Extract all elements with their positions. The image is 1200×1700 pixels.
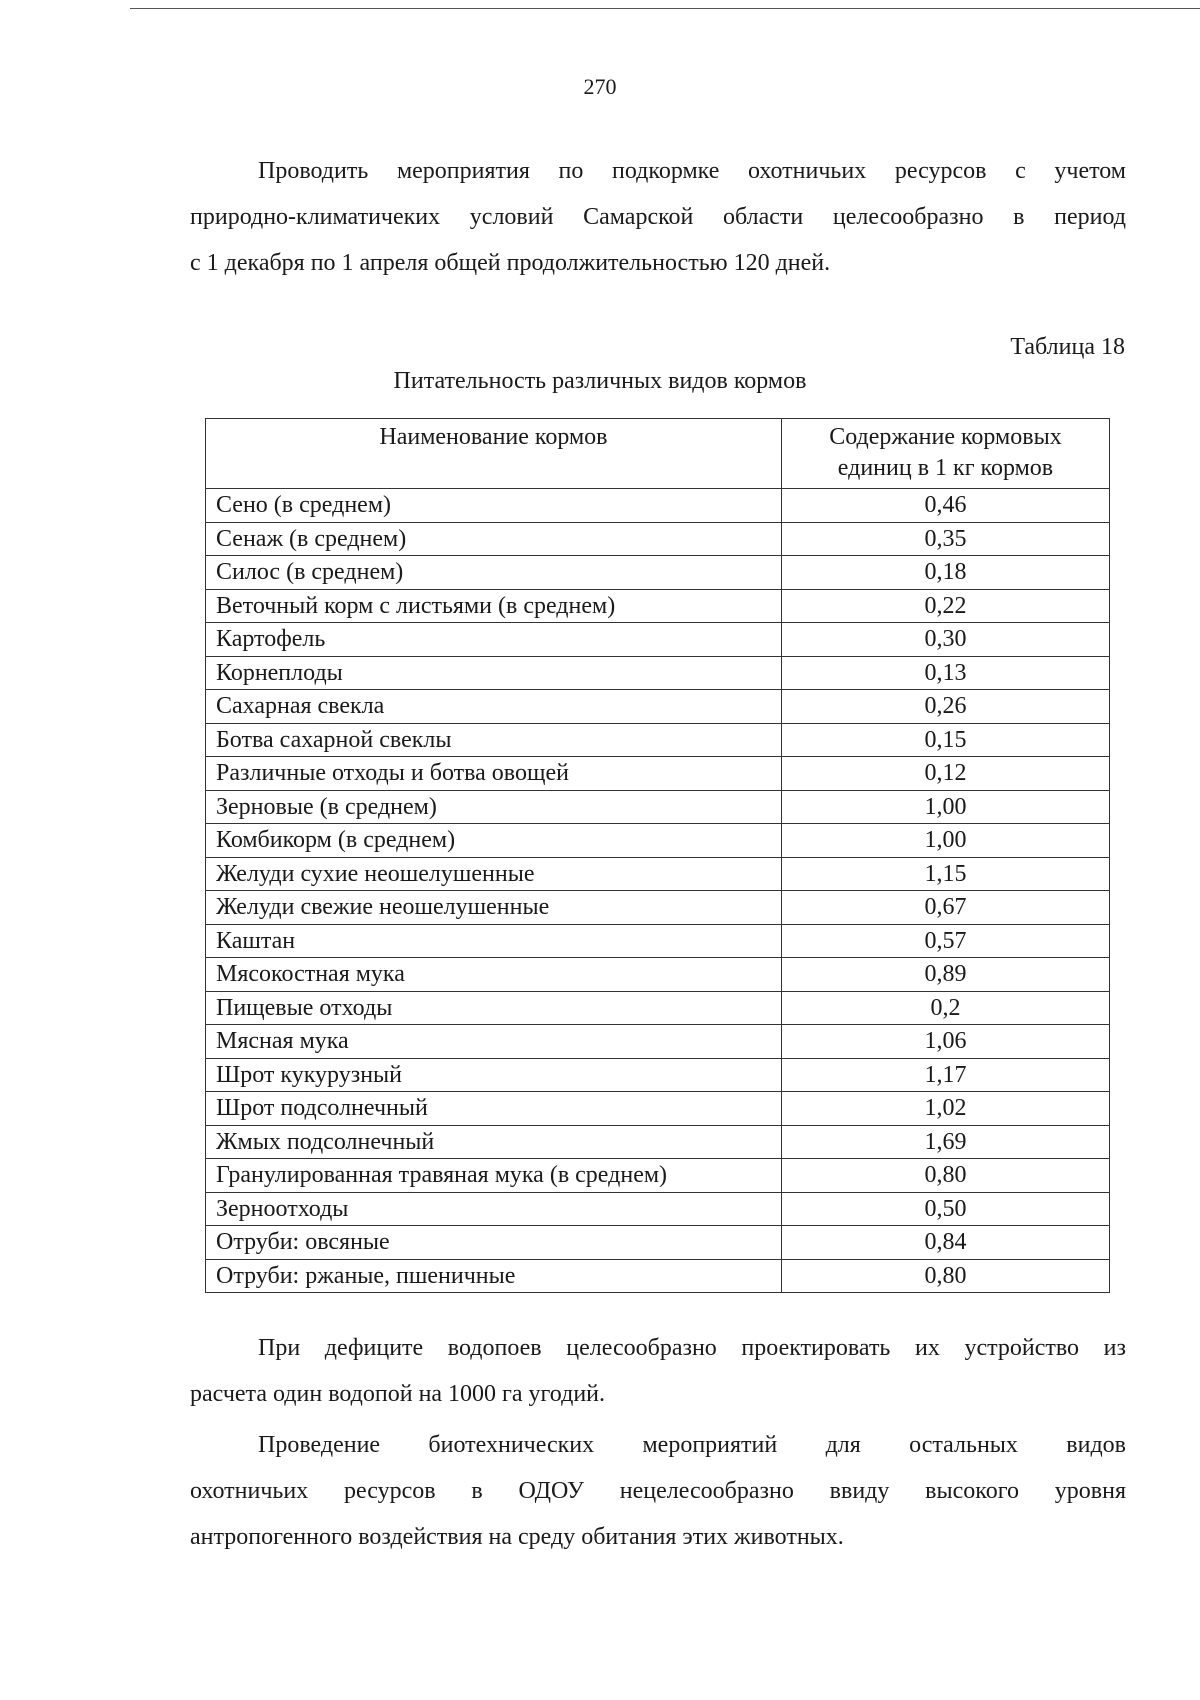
table-row [206, 522, 1110, 556]
header-feed-units: Содержание кормовых единиц в 1 кг кормов [781, 419, 1109, 489]
feed-units-cell: 0,67 [781, 891, 1109, 925]
table-row [206, 824, 1110, 858]
feed-units-cell: 1,17 [781, 1058, 1109, 1092]
table-row [206, 1092, 1110, 1126]
table-row [206, 790, 1110, 824]
table-number: Таблица 18 [1010, 334, 1125, 360]
feed-nutrition-table [205, 418, 1110, 1293]
table-row [206, 1058, 1110, 1092]
table-row [206, 1226, 1110, 1260]
feed-name-cell: Отруби: ржаные, пшеничные [206, 1259, 782, 1293]
feed-name-cell: Сено (в среднем) [206, 489, 782, 523]
feed-units-cell: 1,00 [781, 824, 1109, 858]
feed-name-cell: Силос (в среднем) [206, 556, 782, 590]
table-row [206, 589, 1110, 623]
table-row [206, 656, 1110, 690]
feed-name-cell: Зерновые (в среднем) [206, 790, 782, 824]
feed-name-cell: Желуди сухие неошелушенные [206, 857, 782, 891]
table-row [206, 991, 1110, 1025]
feed-units-cell: 1,15 [781, 857, 1109, 891]
table-row [206, 891, 1110, 925]
feed-name-cell: Мясная мука [206, 1025, 782, 1059]
table-row [206, 1159, 1110, 1193]
table-body [206, 489, 1110, 1293]
feed-name-cell: Сенаж (в среднем) [206, 522, 782, 556]
feed-units-cell: 0,30 [781, 623, 1109, 657]
feed-units-cell: 0,18 [781, 556, 1109, 590]
table-row [206, 1025, 1110, 1059]
table-row [206, 489, 1110, 523]
feed-name-cell: Каштан [206, 924, 782, 958]
feed-name-cell: Шрот подсолнечный [206, 1092, 782, 1126]
feed-units-cell: 0,57 [781, 924, 1109, 958]
table-row [206, 623, 1110, 657]
feed-name-cell: Картофель [206, 623, 782, 657]
table-caption: Питательность различных видов кормов [393, 368, 807, 394]
watering-line-2: расчета один водопой на 1000 га угодий. [190, 1381, 606, 1407]
feed-name-cell: Корнеплоды [206, 656, 782, 690]
feed-units-cell: 0,80 [781, 1259, 1109, 1293]
feed-name-cell: Комбикорм (в среднем) [206, 824, 782, 858]
watering-paragraph [190, 1325, 1126, 1417]
feed-units-cell: 0,46 [781, 489, 1109, 523]
feed-name-cell: Сахарная свекла [206, 690, 782, 724]
feed-units-cell: 0,50 [781, 1192, 1109, 1226]
conclusion-line-1: Проведение биотехнических мероприятий для остальных видов [258, 1432, 1126, 1458]
table-row [206, 1259, 1110, 1293]
feed-name-cell: Пищевые отходы [206, 991, 782, 1025]
feed-units-cell: 0,80 [781, 1159, 1109, 1193]
feed-name-cell: Отруби: овсяные [206, 1226, 782, 1260]
intro-line-2: природно-климатичеких условий Самарской области целесообразно в период [190, 204, 1126, 230]
feed-units-cell: 0,15 [781, 723, 1109, 757]
feed-units-cell: 0,22 [781, 589, 1109, 623]
intro-line-3: с 1 декабря по 1 апреля общей продолжительностью 120 дней. [190, 250, 831, 276]
table-row [206, 556, 1110, 590]
feed-units-cell: 1,06 [781, 1025, 1109, 1059]
table-row [206, 1125, 1110, 1159]
feed-units-cell: 1,02 [781, 1092, 1109, 1126]
watering-line-1: При дефиците водопоев целесообразно проектировать их устройство из [258, 1335, 1126, 1361]
table-row [206, 857, 1110, 891]
feed-units-cell: 1,69 [781, 1125, 1109, 1159]
table-header-row [206, 419, 1110, 489]
header-feed-name: Наименование кормов [206, 419, 782, 489]
feed-units-cell: 0,26 [781, 690, 1109, 724]
table-row [206, 924, 1110, 958]
feed-name-cell: Веточный корм с листьями (в среднем) [206, 589, 782, 623]
top-scan-rule [130, 8, 1200, 9]
page-number: 270 [583, 74, 617, 99]
table-row [206, 690, 1110, 724]
feed-name-cell: Зерноотходы [206, 1192, 782, 1226]
table-row [206, 958, 1110, 992]
feed-units-cell: 0,84 [781, 1226, 1109, 1260]
conclusion-paragraph [190, 1422, 1126, 1560]
feed-units-cell: 0,35 [781, 522, 1109, 556]
feed-units-cell: 1,00 [781, 790, 1109, 824]
feed-units-cell: 0,12 [781, 757, 1109, 791]
intro-line-1: Проводить мероприятия по подкормке охотничьих ресурсов с учетом [258, 158, 1126, 184]
feed-name-cell: Гранулированная травяная мука (в среднем) [206, 1159, 782, 1193]
feed-name-cell: Желуди свежие неошелушенные [206, 891, 782, 925]
feed-units-cell: 0,2 [781, 991, 1109, 1025]
conclusion-line-3: антропогенного воздействия на среду обитания этих животных. [190, 1524, 844, 1550]
table-row [206, 1192, 1110, 1226]
table-row [206, 757, 1110, 791]
feed-name-cell: Жмых подсолнечный [206, 1125, 782, 1159]
feed-units-cell: 0,89 [781, 958, 1109, 992]
table-row [206, 723, 1110, 757]
conclusion-line-2: охотничьих ресурсов в ОДОУ нецелесообразно ввиду высокого уровня [190, 1478, 1126, 1504]
feed-name-cell: Различные отходы и ботва овощей [206, 757, 782, 791]
feed-units-cell: 0,13 [781, 656, 1109, 690]
feed-name-cell: Ботва сахарной свеклы [206, 723, 782, 757]
feed-name-cell: Шрот кукурузный [206, 1058, 782, 1092]
feed-name-cell: Мясокостная мука [206, 958, 782, 992]
intro-paragraph [190, 148, 1126, 286]
